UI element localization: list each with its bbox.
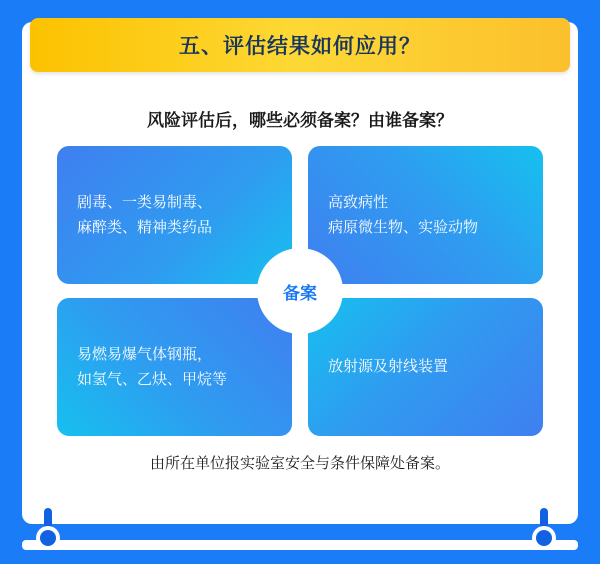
- subtitle: 风险评估后，哪些必须备案？由谁备案？: [147, 111, 453, 130]
- quadrant-top-right-line1: 高致病性: [328, 193, 389, 211]
- footnote: 由所在单位报实验室安全与条件保障处备案。: [149, 455, 450, 472]
- quadrant-top-right-line2: 病原微生物、实验动物: [328, 219, 479, 236]
- quadrant-bottom-left: [57, 298, 292, 436]
- section-banner: [30, 18, 570, 72]
- quadrant-bottom-left-line1: 易燃易爆气体钢瓶，: [77, 345, 213, 363]
- quadrant-diagram: [57, 146, 543, 436]
- quadrant-bottom-left-line2: 如氢气、乙炔、甲烷等: [77, 371, 228, 388]
- quadrant-top-right: [308, 146, 543, 284]
- center-label: [257, 248, 343, 334]
- page-title: 五、评估结果如何应用？: [179, 35, 421, 58]
- bottom-strip: [22, 540, 578, 550]
- quadrant-top-left-line1: 剧毒、一类易制毒、: [77, 193, 213, 211]
- center-label-text: 备案: [283, 283, 317, 303]
- quadrant-top-left: [57, 146, 292, 284]
- connector-dot-left: [40, 530, 56, 546]
- quadrant-bottom-right: [308, 298, 543, 436]
- quadrant-bottom-right-line1: 放射源及射线装置: [328, 358, 449, 376]
- connector-dot-right: [536, 530, 552, 546]
- quadrant-top-left-line2: 麻醉类、精神类药品: [77, 219, 213, 236]
